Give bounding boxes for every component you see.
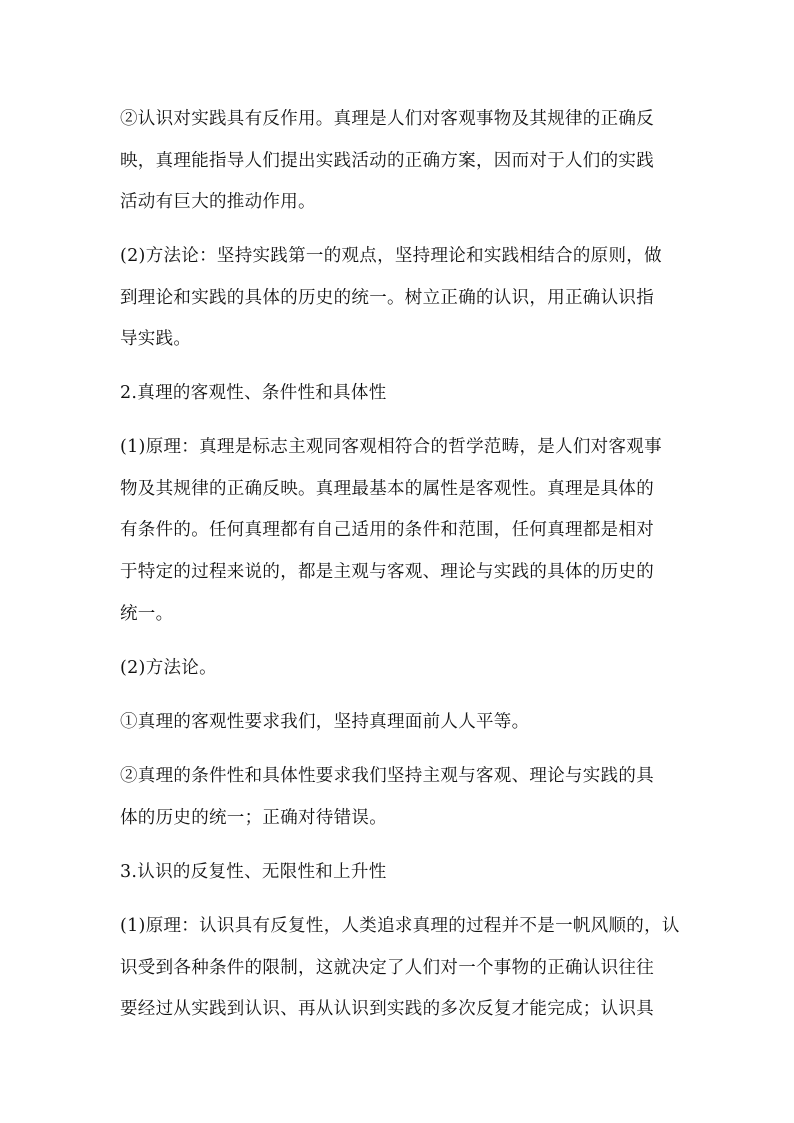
paragraph-line: 体的历史的统一；正确对待错误。 <box>120 808 387 828</box>
paragraph-line: 要经过从实践到认识、再从认识到实践的多次反复才能完成；认识具 <box>120 999 654 1019</box>
paragraph-line: ①真理的客观性要求我们，坚持真理面前人人平等。 <box>120 712 530 732</box>
section-heading: 2.真理的客观性、条件性和具体性 <box>120 383 387 403</box>
paragraph-line: (1)原理：真理是标志主观同客观相符合的哲学范畴，是人们对客观事 <box>120 437 662 457</box>
paragraph-line: ②真理的条件性和具体性要求我们坚持主观与客观、理论与实践的具 <box>120 766 654 786</box>
section-heading: 3.认识的反复性、无限性和上升性 <box>120 862 387 882</box>
paragraph-line: (2)方法论。 <box>120 658 217 678</box>
paragraph-line: (1)原理：认识具有反复性，人类追求真理的过程并不是一帆风顺的，认 <box>120 916 680 936</box>
paragraph-line: 物及其规律的正确反映。真理最基本的属性是客观性。真理是具体的 <box>120 479 654 499</box>
paragraph-line: 统一。 <box>120 604 174 624</box>
paragraph-line: 导实践。 <box>120 329 192 349</box>
paragraph-line: ②认识对实践具有反作用。真理是人们对客观事物及其规律的正确反 <box>120 109 654 129</box>
paragraph-line: 有条件的。任何真理都有自己适用的条件和范围，任何真理都是相对 <box>120 520 654 540</box>
paragraph-line: 识受到各种条件的限制，这就决定了人们对一个事物的正确认识往往 <box>120 958 654 978</box>
paragraph-line: 于特定的过程来说的，都是主观与客观、理论与实践的具体的历史的 <box>120 562 654 582</box>
paragraph-line: 映，真理能指导人们提出实践活动的正确方案，因而对于人们的实践 <box>120 151 654 171</box>
paragraph-line: 到理论和实践的具体的历史的统一。树立正确的认识，用正确认识指 <box>120 288 654 308</box>
paragraph-line: 活动有巨大的推动作用。 <box>120 192 316 212</box>
paragraph-line: (2)方法论：坚持实践第一的观点，坚持理论和实践相结合的原则，做 <box>120 246 662 266</box>
